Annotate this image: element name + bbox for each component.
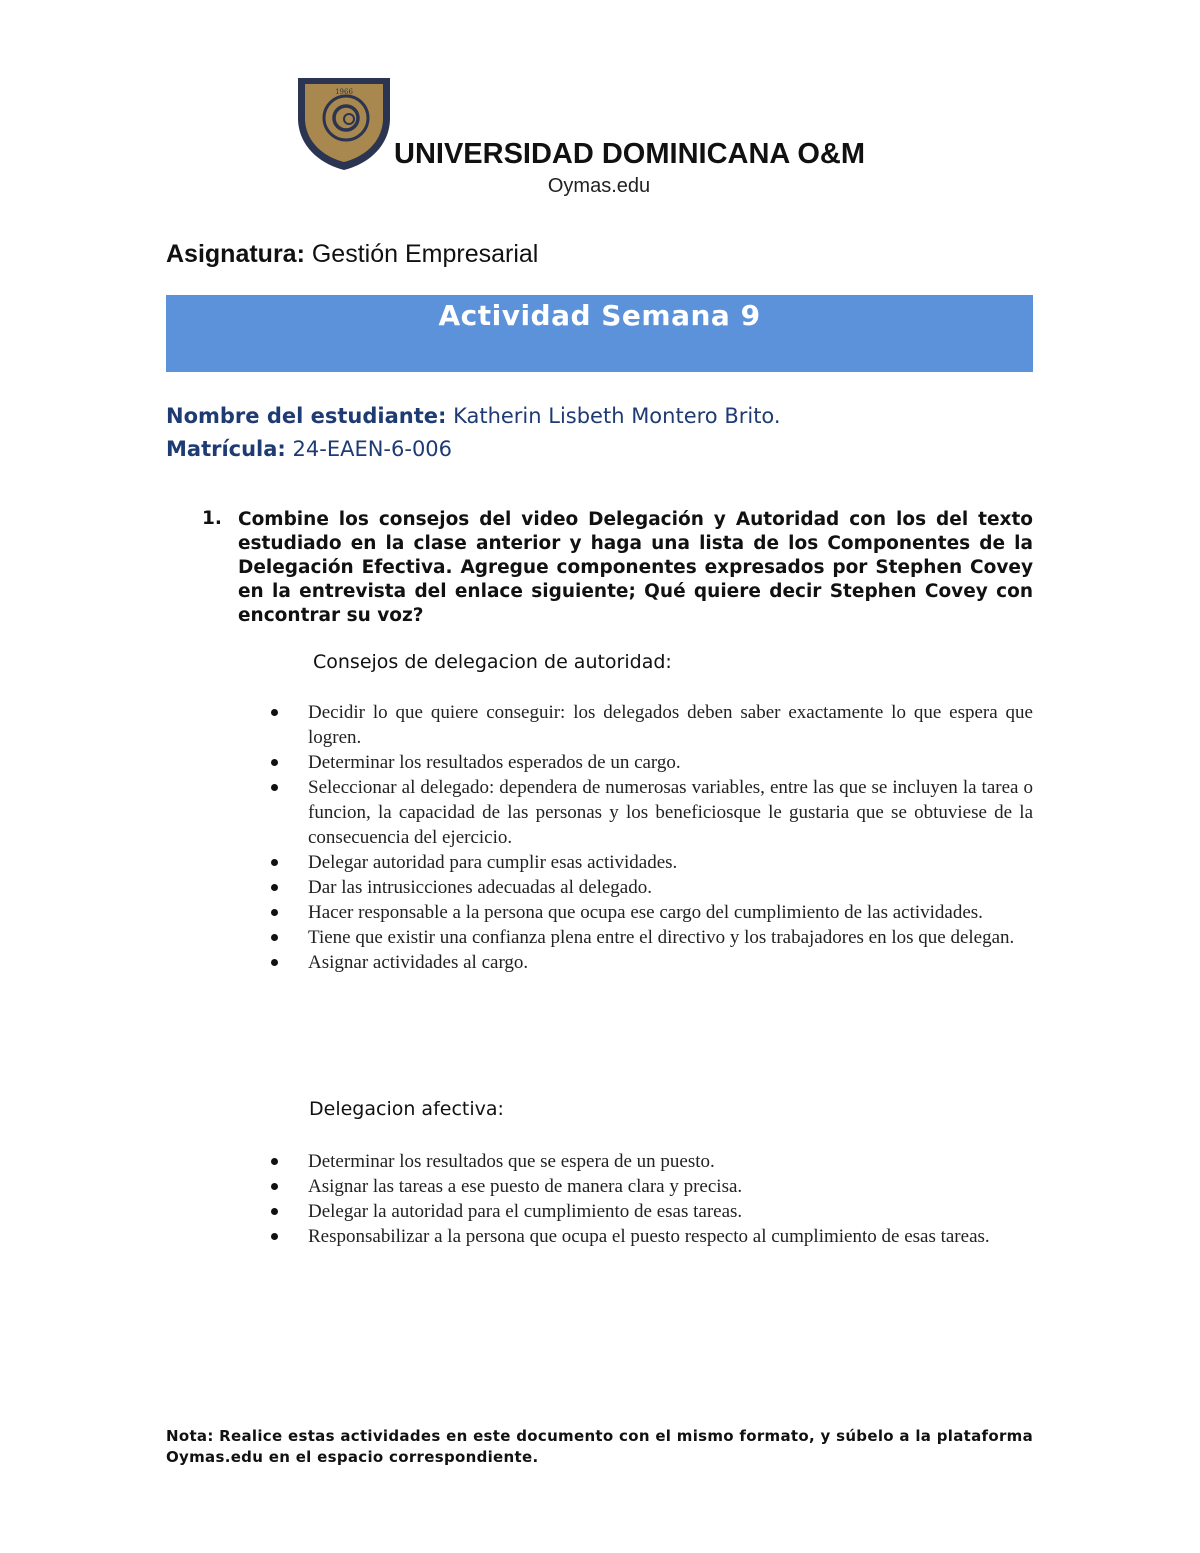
list-item: Seleccionar al delegado: dependera de numerosas variables, entre las que se incluyen la tarea o funcion, la capacidad de las personas y los beneficiosque le gustaria que se obtuviese de la consecuencia del ejercicio. — [270, 775, 1033, 850]
list-item: Responsabilizar a la persona que ocupa el puesto respecto al cumplimiento de esas tareas. — [270, 1224, 1033, 1249]
bullet-icon — [271, 784, 278, 791]
bullet-icon — [271, 1233, 278, 1240]
university-name: UNIVERSIDAD DOMINICANA O&M — [394, 138, 865, 170]
bullet-icon — [271, 959, 278, 966]
subject-label: Asignatura: — [166, 240, 305, 268]
subject-value: Gestión Empresarial — [311, 240, 539, 268]
bullet-icon — [271, 759, 278, 766]
consejos-list — [270, 700, 1033, 975]
university-website: Oymas.edu — [547, 175, 651, 197]
list-item: Decidir lo que quiere conseguir: los delegados deben saber exactamente lo que espera que logren. — [270, 700, 1033, 750]
student-name-value: Katherin Lisbeth Montero Brito. — [453, 404, 781, 428]
student-id-value: 24-EAEN-6-006 — [292, 437, 453, 461]
list-item: Dar las intrusicciones adecuadas al delegado. — [270, 875, 1033, 900]
subject-line — [166, 240, 538, 269]
bullet-icon — [271, 884, 278, 891]
bullet-icon — [271, 1183, 278, 1190]
section-title-consejos: Consejos de delegacion de autoridad: — [313, 651, 672, 673]
list-item: Determinar los resultados que se espera de un puesto. — [270, 1149, 1033, 1174]
footer-note: Nota: Realice estas actividades en este documento con el mismo formato, y súbelo a la plataforma Oymas.edu en el espacio correspondiente. — [166, 1427, 1033, 1466]
bullet-icon — [271, 934, 278, 941]
list-item: Delegar autoridad para cumplir esas actividades. — [270, 850, 1033, 875]
list-item: Hacer responsable a la persona que ocupa ese cargo del cumplimiento de las actividades. — [270, 900, 1033, 925]
delegacion-list — [270, 1149, 1033, 1249]
bullet-icon — [271, 859, 278, 866]
student-name-label: Nombre del estudiante: — [166, 404, 447, 428]
university-seal-logo — [296, 72, 392, 172]
seal-year: 1966 — [335, 88, 353, 96]
activity-title: Actividad Semana 9 — [438, 299, 761, 332]
seal-icon — [296, 72, 392, 172]
question-text: Combine los consejos del video Delegación y Autoridad con los del texto estudiado en la clase anterior y haga una lista de los Componentes de la Delegación Efectiva. Agregue componentes expresados por Stephen Covey en la entrevista del enlace siguiente; Qué quiere decir Stephen Covey con encontrar su voz? — [238, 509, 1033, 626]
list-item: Tiene que existir una confianza plena entre el directivo y los trabajadores en los que delegan. — [270, 925, 1033, 950]
bullet-icon — [271, 709, 278, 716]
list-item: Asignar las tareas a ese puesto de manera clara y precisa. — [270, 1174, 1033, 1199]
student-id-label: Matrícula: — [166, 437, 286, 461]
bullet-icon — [271, 1208, 278, 1215]
list-item: Asignar actividades al cargo. — [270, 950, 1033, 975]
activity-banner — [166, 295, 1033, 372]
bullet-icon — [271, 909, 278, 916]
section-title-delegacion: Delegacion afectiva: — [309, 1098, 504, 1120]
bullet-icon — [271, 1158, 278, 1165]
student-name-line — [166, 404, 781, 428]
list-item: Delegar la autoridad para el cumplimiento de esas tareas. — [270, 1199, 1033, 1224]
student-id-line — [166, 437, 452, 461]
list-item: Determinar los resultados esperados de un cargo. — [270, 750, 1033, 775]
question-number: 1. — [202, 508, 222, 529]
